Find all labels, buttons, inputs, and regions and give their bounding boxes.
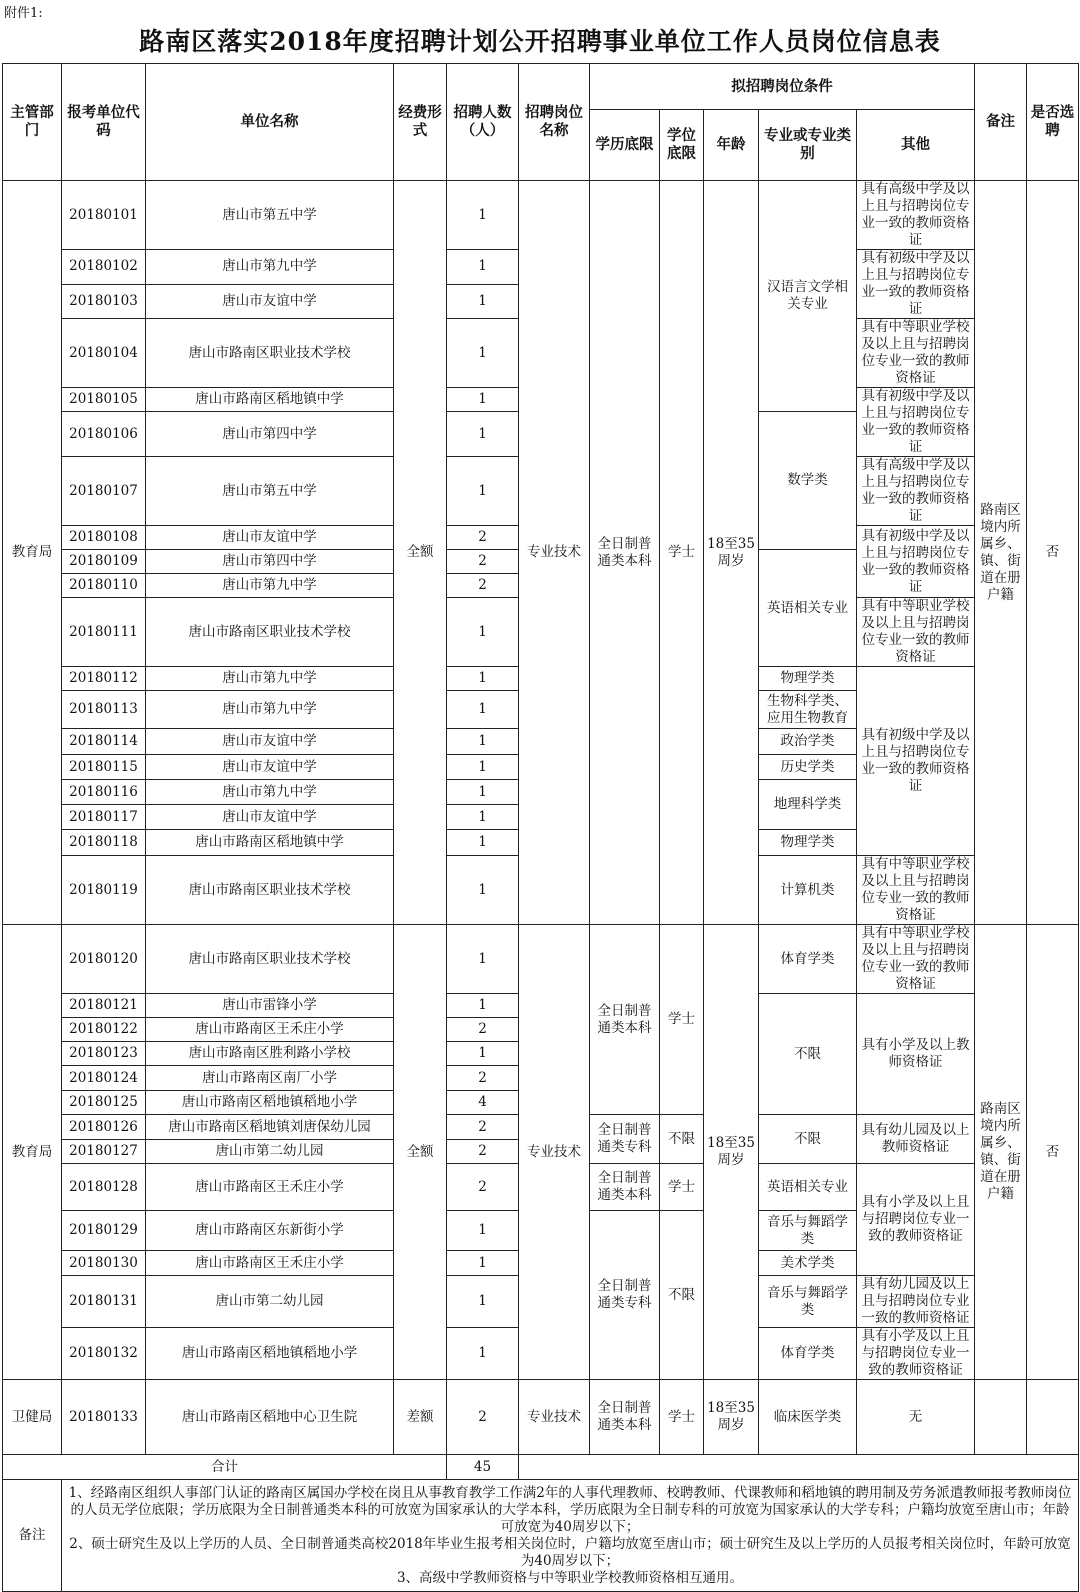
unit-cell: 唐山市友谊中学 xyxy=(146,729,394,755)
total-empty xyxy=(519,1455,1079,1480)
total-label: 合计 xyxy=(3,1455,447,1480)
code-cell: 20180121 xyxy=(62,994,146,1018)
code-cell: 20180127 xyxy=(62,1140,146,1164)
unit-cell: 唐山市第九中学 xyxy=(146,250,394,285)
count-cell: 2 xyxy=(447,1380,519,1455)
code-cell: 20180108 xyxy=(62,526,146,550)
other-cell: 具有中等职业学校及以上且与招聘岗位专业一致的教师资格证 xyxy=(857,925,975,994)
count-cell: 2 xyxy=(447,1066,519,1091)
code-cell: 20180113 xyxy=(62,691,146,729)
unit-cell: 唐山市友谊中学 xyxy=(146,805,394,830)
code-cell: 20180126 xyxy=(62,1115,146,1140)
total-count: 45 xyxy=(447,1455,519,1480)
age-cell: 18至35周岁 xyxy=(704,925,759,1380)
header-conditions: 拟招聘岗位条件 xyxy=(590,64,975,110)
header-selected: 是否选聘 xyxy=(1027,64,1079,181)
major-cell: 不限 xyxy=(759,1115,857,1164)
dept-cell: 卫健局 xyxy=(3,1380,62,1455)
selected-cell: 否 xyxy=(1027,181,1079,925)
code-cell: 20180103 xyxy=(62,284,146,319)
attachment-label: 附件1: xyxy=(4,6,43,21)
count-cell: 1 xyxy=(447,457,519,526)
other-cell: 具有中等职业学校及以上且与招聘岗位专业一致的教师资格证 xyxy=(857,319,975,388)
count-cell: 2 xyxy=(447,1018,519,1042)
unit-cell: 唐山市友谊中学 xyxy=(146,526,394,550)
count-cell: 1 xyxy=(447,856,519,925)
unit-cell: 唐山市路南区王禾庄小学 xyxy=(146,1251,394,1276)
count-cell: 2 xyxy=(447,574,519,598)
count-cell: 2 xyxy=(447,550,519,574)
other-cell: 具有中等职业学校及以上且与招聘岗位专业一致的教师资格证 xyxy=(857,856,975,925)
header-count: 招聘人数（人） xyxy=(447,64,519,181)
count-cell: 1 xyxy=(447,755,519,780)
other-cell: 具有高级中学及以上且与招聘岗位专业一致的教师资格证 xyxy=(857,181,975,250)
major-cell: 计算机类 xyxy=(759,856,857,925)
unit-cell: 唐山市第九中学 xyxy=(146,691,394,729)
major-cell: 临床医学类 xyxy=(759,1380,857,1455)
code-cell: 20180101 xyxy=(62,181,146,250)
count-cell: 1 xyxy=(447,284,519,319)
degree-cell: 学士 xyxy=(660,925,704,1115)
code-cell: 20180111 xyxy=(62,598,146,667)
code-cell: 20180129 xyxy=(62,1211,146,1251)
other-cell: 具有初级中学及以上且与招聘岗位专业一致的教师资格证 xyxy=(857,526,975,598)
code-cell: 20180116 xyxy=(62,780,146,805)
header-unit: 单位名称 xyxy=(146,64,394,181)
count-cell: 2 xyxy=(447,526,519,550)
other-cell: 具有幼儿园及以上教师资格证 xyxy=(857,1115,975,1164)
major-cell: 不限 xyxy=(759,994,857,1115)
count-cell: 1 xyxy=(447,830,519,856)
major-cell: 体育学类 xyxy=(759,925,857,994)
note-line: 3、高级中学教师资格与中等职业学校教师资格相互通用。 xyxy=(396,1569,744,1586)
unit-cell: 唐山市友谊中学 xyxy=(146,755,394,780)
unit-cell: 唐山市路南区胜利路小学校 xyxy=(146,1042,394,1066)
header-age: 年龄 xyxy=(704,110,759,181)
count-cell: 1 xyxy=(447,1251,519,1276)
dept-cell: 教育局 xyxy=(3,181,62,925)
header-row xyxy=(3,64,1079,110)
header-code: 报考单位代码 xyxy=(62,64,146,181)
code-cell: 20180118 xyxy=(62,830,146,856)
other-cell: 具有中等职业学校及以上且与招聘岗位专业一致的教师资格证 xyxy=(857,598,975,667)
other-cell: 具有小学及以上且与招聘岗位专业一致的教师资格证 xyxy=(857,1164,975,1276)
count-cell: 2 xyxy=(447,1115,519,1140)
education-cell: 全日制普通类本科 xyxy=(590,181,660,925)
note-line: 1、经路南区组织人事部门认证的路南区属国办学校在岗且从事教育教学工作满2年的人事代理教师、校聘教师、代课教师和稻地镇的聘用制及劳务派遣教师报考教师岗位的人员无学位底限；学历底限为全日制普通类本科的可放宽为国家承认的大学本科，学历底限为全日制专科的可放宽为国家承认的大学专科；户籍均放宽至唐山市；年龄可放宽为40周岁以下； xyxy=(68,1484,1072,1535)
degree-cell: 学士 xyxy=(660,1164,704,1211)
major-cell: 英语相关专业 xyxy=(759,550,857,667)
code-cell: 20180105 xyxy=(62,388,146,412)
funding-cell: 差额 xyxy=(394,1380,447,1455)
code-cell: 20180102 xyxy=(62,250,146,285)
age-cell: 18至35周岁 xyxy=(704,181,759,925)
count-cell: 2 xyxy=(447,1164,519,1211)
notes-row xyxy=(3,1480,1079,1592)
header-degree: 学位底限 xyxy=(660,110,704,181)
unit-cell: 唐山市路南区王禾庄小学 xyxy=(146,1164,394,1211)
count-cell: 1 xyxy=(447,729,519,755)
other-cell: 具有小学及以上教师资格证 xyxy=(857,994,975,1115)
header-education: 学历底限 xyxy=(590,110,660,181)
unit-cell: 唐山市路南区稻地镇中学 xyxy=(146,830,394,856)
count-cell: 1 xyxy=(447,319,519,388)
count-cell: 1 xyxy=(447,667,519,691)
count-cell: 1 xyxy=(447,388,519,412)
code-cell: 20180112 xyxy=(62,667,146,691)
remark-cell xyxy=(975,1380,1027,1455)
remark-cell: 路南区境内所属乡、镇、街道在册户籍 xyxy=(975,925,1027,1380)
page-title: 路南区落实2018年度招聘计划公开招聘事业单位工作人员岗位信息表 xyxy=(139,27,941,56)
code-cell: 20180128 xyxy=(62,1164,146,1211)
count-cell: 1 xyxy=(447,181,519,250)
count-cell: 1 xyxy=(447,994,519,1018)
count-cell: 1 xyxy=(447,1042,519,1066)
degree-cell: 学士 xyxy=(660,1380,704,1455)
unit-cell: 唐山市雷锋小学 xyxy=(146,994,394,1018)
code-cell: 20180122 xyxy=(62,1018,146,1042)
major-cell: 体育学类 xyxy=(759,1328,857,1380)
unit-cell: 唐山市路南区王禾庄小学 xyxy=(146,1018,394,1042)
unit-cell: 唐山市第五中学 xyxy=(146,457,394,526)
notes-label: 备注 xyxy=(3,1480,62,1592)
major-cell: 政治学类 xyxy=(759,729,857,755)
unit-cell: 唐山市第四中学 xyxy=(146,550,394,574)
age-cell: 18至35周岁 xyxy=(704,1380,759,1455)
count-cell: 4 xyxy=(447,1091,519,1115)
code-cell: 20180131 xyxy=(62,1276,146,1328)
other-cell: 具有小学及以上且与招聘岗位专业一致的教师资格证 xyxy=(857,1328,975,1380)
unit-cell: 唐山市第九中学 xyxy=(146,574,394,598)
other-cell: 具有高级中学及以上且与招聘岗位专业一致的教师资格证 xyxy=(857,457,975,526)
other-cell: 具有幼儿园及以上且与招聘岗位专业一致的教师资格证 xyxy=(857,1276,975,1328)
count-cell: 1 xyxy=(447,1276,519,1328)
other-cell: 具有初级中学及以上且与招聘岗位专业一致的教师资格证 xyxy=(857,388,975,457)
unit-cell: 唐山市路南区稻地镇稻地小学 xyxy=(146,1091,394,1115)
major-cell: 英语相关专业 xyxy=(759,1164,857,1211)
code-cell: 20180104 xyxy=(62,319,146,388)
education-cell: 全日制普通类本科 xyxy=(590,1164,660,1211)
post-cell: 专业技术 xyxy=(519,1380,590,1455)
major-cell: 音乐与舞蹈学类 xyxy=(759,1211,857,1251)
code-cell: 20180123 xyxy=(62,1042,146,1066)
funding-cell: 全额 xyxy=(394,181,447,925)
count-cell: 1 xyxy=(447,1328,519,1380)
unit-cell: 唐山市路南区稻地镇中学 xyxy=(146,388,394,412)
dept-cell: 教育局 xyxy=(3,925,62,1380)
degree-cell: 学士 xyxy=(660,181,704,925)
unit-cell: 唐山市第二幼儿园 xyxy=(146,1276,394,1328)
unit-cell: 唐山市第四中学 xyxy=(146,412,394,457)
major-cell: 物理学类 xyxy=(759,830,857,856)
education-cell: 全日制普通类本科 xyxy=(590,1380,660,1455)
unit-cell: 唐山市友谊中学 xyxy=(146,284,394,319)
education-cell: 全日制普通类专科 xyxy=(590,1211,660,1380)
header-funding: 经费形式 xyxy=(394,64,447,181)
unit-cell: 唐山市路南区职业技术学校 xyxy=(146,319,394,388)
remark-cell: 路南区境内所属乡、镇、街道在册户籍 xyxy=(975,181,1027,925)
unit-cell: 唐山市路南区稻地中心卫生院 xyxy=(146,1380,394,1455)
position-table xyxy=(2,63,1079,1592)
table-row xyxy=(3,925,1079,994)
major-cell: 物理学类 xyxy=(759,667,857,691)
education-cell: 全日制普通类专科 xyxy=(590,1115,660,1164)
unit-cell: 唐山市第五中学 xyxy=(146,181,394,250)
table-row xyxy=(3,181,1079,250)
total-row xyxy=(3,1455,1079,1480)
degree-cell: 不限 xyxy=(660,1115,704,1164)
count-cell: 1 xyxy=(447,691,519,729)
major-cell: 汉语言文学相关专业 xyxy=(759,181,857,412)
selected-cell: 否 xyxy=(1027,925,1079,1380)
post-cell: 专业技术 xyxy=(519,925,590,1380)
count-cell: 1 xyxy=(447,805,519,830)
code-cell: 20180124 xyxy=(62,1066,146,1091)
unit-cell: 唐山市路南区南厂小学 xyxy=(146,1066,394,1091)
funding-cell: 全额 xyxy=(394,925,447,1380)
unit-cell: 唐山市路南区稻地镇稻地小学 xyxy=(146,1328,394,1380)
header-other: 其他 xyxy=(857,110,975,181)
header-remark: 备注 xyxy=(975,64,1027,181)
header-post: 招聘岗位名称 xyxy=(519,64,590,181)
count-cell: 1 xyxy=(447,412,519,457)
code-cell: 20180114 xyxy=(62,729,146,755)
unit-cell: 唐山市路南区职业技术学校 xyxy=(146,598,394,667)
major-cell: 数学类 xyxy=(759,412,857,550)
code-cell: 20180125 xyxy=(62,1091,146,1115)
code-cell: 20180120 xyxy=(62,925,146,994)
count-cell: 1 xyxy=(447,250,519,285)
other-cell: 具有初级中学及以上且与招聘岗位专业一致的教师资格证 xyxy=(857,667,975,856)
unit-cell: 唐山市第二幼儿园 xyxy=(146,1140,394,1164)
other-cell: 具有初级中学及以上且与招聘岗位专业一致的教师资格证 xyxy=(857,250,975,319)
unit-cell: 唐山市路南区稻地镇刘唐保幼儿园 xyxy=(146,1115,394,1140)
count-cell: 1 xyxy=(447,1211,519,1251)
degree-cell: 不限 xyxy=(660,1211,704,1380)
count-cell: 1 xyxy=(447,780,519,805)
unit-cell: 唐山市路南区职业技术学校 xyxy=(146,856,394,925)
header-major: 专业或专业类别 xyxy=(759,110,857,181)
code-cell: 20180106 xyxy=(62,412,146,457)
unit-cell: 唐山市路南区东新街小学 xyxy=(146,1211,394,1251)
code-cell: 20180109 xyxy=(62,550,146,574)
code-cell: 20180133 xyxy=(62,1380,146,1455)
code-cell: 20180130 xyxy=(62,1251,146,1276)
education-cell: 全日制普通类本科 xyxy=(590,925,660,1115)
code-cell: 20180132 xyxy=(62,1328,146,1380)
major-cell: 音乐与舞蹈学类 xyxy=(759,1276,857,1328)
code-cell: 20180119 xyxy=(62,856,146,925)
unit-cell: 唐山市第九中学 xyxy=(146,780,394,805)
major-cell: 地理科学类 xyxy=(759,780,857,830)
code-cell: 20180107 xyxy=(62,457,146,526)
table-row xyxy=(3,1380,1079,1455)
major-cell: 美术学类 xyxy=(759,1251,857,1276)
major-cell: 生物科学类、应用生物教育 xyxy=(759,691,857,729)
notes-text xyxy=(62,1480,1079,1592)
count-cell: 1 xyxy=(447,598,519,667)
header-dept: 主管部门 xyxy=(3,64,62,181)
note-line: 2、硕士研究生及以上学历的人员、全日制普通类高校2018年毕业生报考相关岗位时，户籍均放宽至唐山市；硕士研究生及以上学历的人员报考相关岗位时，年龄可放宽为40周岁以下； xyxy=(69,1535,1071,1569)
unit-cell: 唐山市路南区职业技术学校 xyxy=(146,925,394,994)
code-cell: 20180110 xyxy=(62,574,146,598)
major-cell: 历史学类 xyxy=(759,755,857,780)
other-cell: 无 xyxy=(857,1380,975,1455)
code-cell: 20180115 xyxy=(62,755,146,780)
unit-cell: 唐山市第九中学 xyxy=(146,667,394,691)
count-cell: 2 xyxy=(447,1140,519,1164)
count-cell: 1 xyxy=(447,925,519,994)
code-cell: 20180117 xyxy=(62,805,146,830)
selected-cell xyxy=(1027,1380,1079,1455)
post-cell: 专业技术 xyxy=(519,181,590,925)
